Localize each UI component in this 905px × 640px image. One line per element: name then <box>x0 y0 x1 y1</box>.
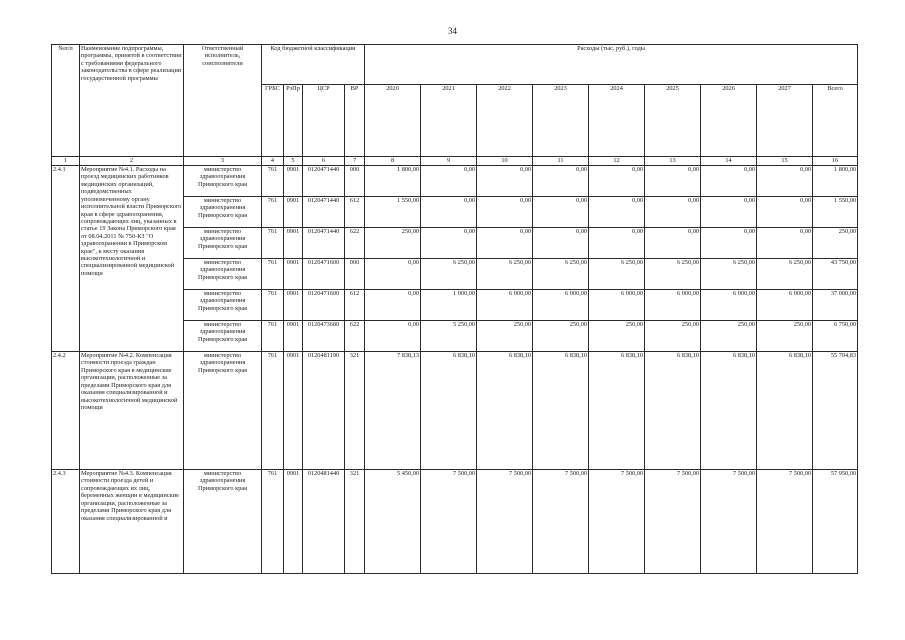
column-number: 9 <box>421 157 477 166</box>
value-cell: 0,00 <box>645 197 701 228</box>
value-cell: 0,00 <box>421 197 477 228</box>
value-cell: 6 250,00 <box>757 259 813 290</box>
value-cell: 6 250,00 <box>477 259 533 290</box>
value-cell: 7 500,00 <box>421 470 477 574</box>
total-cell: 37 000,00 <box>813 290 858 321</box>
grbs-cell: 761 <box>262 197 284 228</box>
value-cell: 6 000,00 <box>701 290 757 321</box>
total-cell: 57 950,00 <box>813 470 858 574</box>
value-cell: 6 000,00 <box>477 290 533 321</box>
page-number: 34 <box>448 26 457 36</box>
column-number: 4 <box>262 157 284 166</box>
rzpr-cell: 0901 <box>284 321 303 352</box>
value-cell: 250,00 <box>645 321 701 352</box>
rzpr-cell: 0901 <box>284 352 303 470</box>
grbs-cell: 761 <box>262 470 284 574</box>
value-cell: 6 838,10 <box>589 352 645 470</box>
header-rzpr: РзПр <box>284 85 303 157</box>
column-number: 16 <box>813 157 858 166</box>
value-cell: 6 838,10 <box>421 352 477 470</box>
value-cell: 0,00 <box>589 228 645 259</box>
value-cell: 7 500,00 <box>645 470 701 574</box>
value-cell: 7 500,00 <box>477 470 533 574</box>
column-number: 2 <box>80 157 184 166</box>
csr-cell: 0120471440 <box>303 166 345 197</box>
rzpr-cell: 0901 <box>284 470 303 574</box>
measure-number: 2.4.2 <box>52 352 80 470</box>
value-cell: 1 000,00 <box>421 290 477 321</box>
value-cell: 6 000,00 <box>589 290 645 321</box>
column-number: 14 <box>701 157 757 166</box>
budget-table <box>51 44 858 574</box>
value-cell: 0,00 <box>533 228 589 259</box>
measure-title: Мероприятие №4.2. Компенсация стоимости проезда граждан Приморского края в медицинские организации, расположенные за пределами Приморского края для оказания специализированной и высокотехнологичной медицинской помощи <box>80 352 184 470</box>
value-cell: 0,00 <box>365 259 421 290</box>
column-number: 5 <box>284 157 303 166</box>
vr-cell: 612 <box>345 290 365 321</box>
header-budget-code: Код бюджетной классификации <box>262 45 365 85</box>
value-cell: 0,00 <box>421 228 477 259</box>
value-cell: 6 838,10 <box>477 352 533 470</box>
value-cell: 0,00 <box>757 197 813 228</box>
value-cell: 6 250,00 <box>421 259 477 290</box>
value-cell: 0,00 <box>589 197 645 228</box>
column-number: 11 <box>533 157 589 166</box>
csr-cell: 0120481190 <box>303 352 345 470</box>
value-cell: 0,00 <box>365 321 421 352</box>
value-cell: 5 450,00 <box>365 470 421 574</box>
grbs-cell: 761 <box>262 321 284 352</box>
executor-cell: министерство здравоохранения Приморского края <box>184 290 262 321</box>
header-name: Наименование подпрограммы, программы, принятой в соответствии с требованиями федерального законодательства в сфере реализации государственной программы <box>80 45 184 157</box>
value-cell: 250,00 <box>701 321 757 352</box>
table-row <box>52 352 858 470</box>
value-cell: 6 250,00 <box>701 259 757 290</box>
value-cell: 7 500,00 <box>701 470 757 574</box>
header-csr: ЦСР <box>303 85 345 157</box>
total-cell: 6 750,00 <box>813 321 858 352</box>
total-cell: 250,00 <box>813 228 858 259</box>
csr-cell: 0120471600 <box>303 290 345 321</box>
value-cell: 0,00 <box>589 166 645 197</box>
vr-cell: 612 <box>345 197 365 228</box>
value-cell: 0,00 <box>477 166 533 197</box>
value-cell: 6 838,10 <box>757 352 813 470</box>
value-cell: 0,00 <box>365 290 421 321</box>
header-year: 2027 <box>757 85 813 157</box>
grbs-cell: 761 <box>262 259 284 290</box>
column-number-row <box>52 157 858 166</box>
value-cell: 0,00 <box>533 166 589 197</box>
value-cell: 6 838,10 <box>533 352 589 470</box>
header-year: 2023 <box>533 85 589 157</box>
header-year: 2020 <box>365 85 421 157</box>
value-cell: 0,00 <box>477 228 533 259</box>
value-cell: 6 000,00 <box>533 290 589 321</box>
value-cell: 0,00 <box>701 197 757 228</box>
rzpr-cell: 0901 <box>284 290 303 321</box>
header-num: №п/п <box>52 45 80 157</box>
value-cell: 0,00 <box>645 228 701 259</box>
value-cell: 0,00 <box>421 166 477 197</box>
total-cell: 43 750,00 <box>813 259 858 290</box>
grbs-cell: 761 <box>262 290 284 321</box>
value-cell: 5 250,00 <box>421 321 477 352</box>
measure-number: 2.4.1 <box>52 166 80 352</box>
value-cell: 7 500,00 <box>757 470 813 574</box>
value-cell: 250,00 <box>589 321 645 352</box>
vr-cell: 321 <box>345 470 365 574</box>
executor-cell: министерство здравоохранения Приморского края <box>184 197 262 228</box>
value-cell: 0,00 <box>757 166 813 197</box>
value-cell: 6 250,00 <box>645 259 701 290</box>
value-cell: 250,00 <box>533 321 589 352</box>
column-number: 10 <box>477 157 533 166</box>
value-cell: 6 000,00 <box>645 290 701 321</box>
csr-cell: 0120471440 <box>303 197 345 228</box>
value-cell: 0,00 <box>701 166 757 197</box>
csr-cell: 0120473600 <box>303 321 345 352</box>
rzpr-cell: 0901 <box>284 228 303 259</box>
vr-cell: 622 <box>345 228 365 259</box>
header-year: 2021 <box>421 85 477 157</box>
measure-number: 2.4.3 <box>52 470 80 574</box>
value-cell: 7 500,00 <box>589 470 645 574</box>
value-cell: 7 838,13 <box>365 352 421 470</box>
value-cell: 1 800,00 <box>365 166 421 197</box>
header-year: 2024 <box>589 85 645 157</box>
total-cell: 1 800,00 <box>813 166 858 197</box>
rzpr-cell: 0901 <box>284 259 303 290</box>
executor-cell: министерство здравоохранения Приморского края <box>184 321 262 352</box>
header-vr: ВР <box>345 85 365 157</box>
grbs-cell: 761 <box>262 352 284 470</box>
value-cell: 0,00 <box>645 166 701 197</box>
column-number: 3 <box>184 157 262 166</box>
vr-cell: 000 <box>345 259 365 290</box>
header-total: Всего <box>813 85 858 157</box>
column-number: 12 <box>589 157 645 166</box>
value-cell: 0,00 <box>701 228 757 259</box>
rzpr-cell: 0901 <box>284 197 303 228</box>
value-cell: 6 000,00 <box>757 290 813 321</box>
column-number: 1 <box>52 157 80 166</box>
value-cell: 6 250,00 <box>589 259 645 290</box>
executor-cell: министерство здравоохранения Приморского края <box>184 470 262 574</box>
header-executor: Ответственный исполнитель, соисполнители <box>184 45 262 157</box>
total-cell: 1 550,00 <box>813 197 858 228</box>
value-cell: 250,00 <box>757 321 813 352</box>
csr-cell: 0120481440 <box>303 470 345 574</box>
header-year: 2022 <box>477 85 533 157</box>
value-cell: 250,00 <box>365 228 421 259</box>
vr-cell: 000 <box>345 166 365 197</box>
executor-cell: министерство здравоохранения Приморского края <box>184 228 262 259</box>
value-cell: 0,00 <box>757 228 813 259</box>
header-grbs: ГРБС <box>262 85 284 157</box>
value-cell: 7 500,00 <box>533 470 589 574</box>
value-cell: 6 250,00 <box>533 259 589 290</box>
header-expenses: Расходы (тыс. руб.), годы <box>365 45 858 85</box>
measure-title: Мероприятие №4.3. Компенсация стоимости проезда детей и сопровождающих их лиц, беременных женщин в медицинские организации, расположенные за пределами Приморского края для оказания специализированной и <box>80 470 184 574</box>
header-year: 2026 <box>701 85 757 157</box>
table-row <box>52 470 858 574</box>
csr-cell: 0120471600 <box>303 259 345 290</box>
value-cell: 0,00 <box>477 197 533 228</box>
column-number: 13 <box>645 157 701 166</box>
grbs-cell: 761 <box>262 228 284 259</box>
value-cell: 1 550,00 <box>365 197 421 228</box>
value-cell: 0,00 <box>533 197 589 228</box>
column-number: 6 <box>303 157 345 166</box>
csr-cell: 0120471440 <box>303 228 345 259</box>
measure-title: Мероприятие №4.1. Расходы на проезд медицинских работников медицинских организаций, подведомственных уполномоченному органу исполнительной власти Приморского края в сфере здравоохранения, сопровождающих лиц, указанных в статье 19 Закона Приморского края от 08.04.2011 № 750-КЗ "О здравоохранении в Приморском крае", к месту оказания высокотехнологичной и специализированной медицинской помощи <box>80 166 184 352</box>
value-cell: 6 838,10 <box>645 352 701 470</box>
header-year: 2025 <box>645 85 701 157</box>
column-number: 8 <box>365 157 421 166</box>
executor-cell: министерство здравоохранения Приморского края <box>184 259 262 290</box>
column-number: 15 <box>757 157 813 166</box>
grbs-cell: 761 <box>262 166 284 197</box>
vr-cell: 622 <box>345 321 365 352</box>
value-cell: 6 838,10 <box>701 352 757 470</box>
rzpr-cell: 0901 <box>284 166 303 197</box>
executor-cell: министерство здравоохранения Приморского края <box>184 166 262 197</box>
column-number: 7 <box>345 157 365 166</box>
value-cell: 250,00 <box>477 321 533 352</box>
vr-cell: 321 <box>345 352 365 470</box>
table-row <box>52 166 858 197</box>
executor-cell: министерство здравоохранения Приморского края <box>184 352 262 470</box>
total-cell: 55 704,83 <box>813 352 858 470</box>
